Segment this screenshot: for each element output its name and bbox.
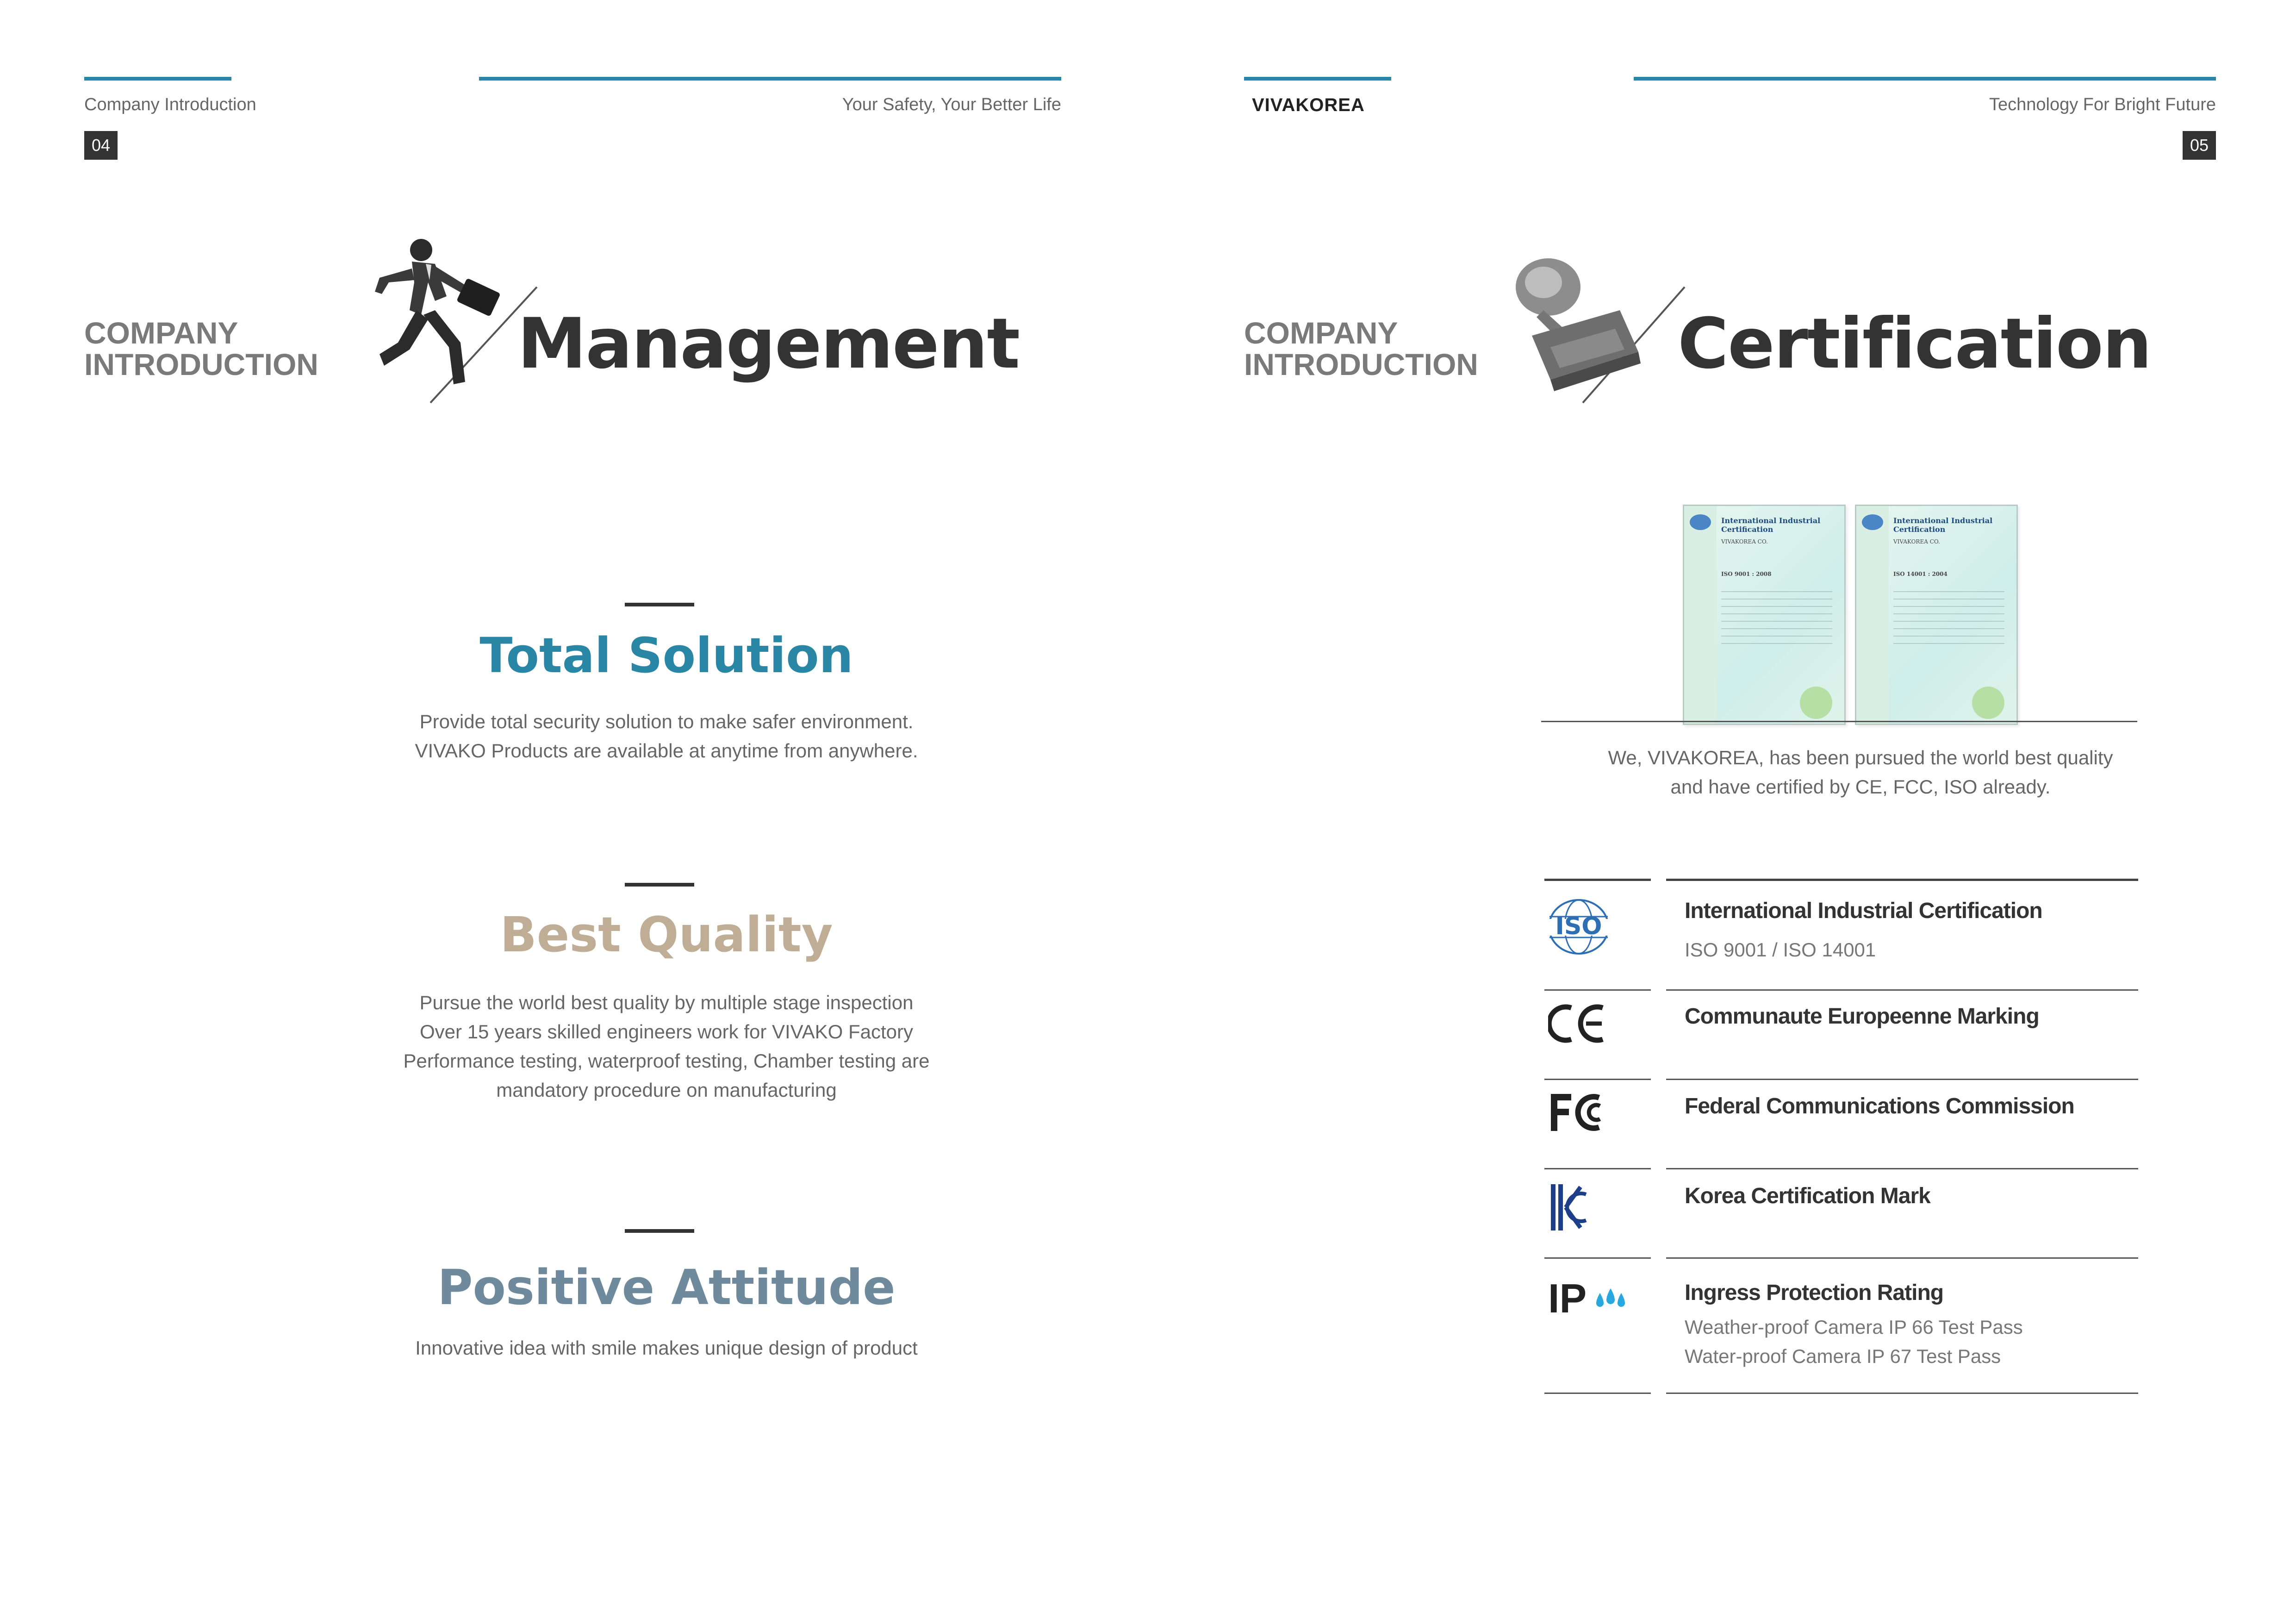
header-section-name: Company Introduction bbox=[84, 95, 256, 114]
ip-rating-logo-icon bbox=[1548, 1275, 1627, 1319]
section-label-line2: INTRODUCTION bbox=[1244, 347, 1478, 381]
section-label-line1: COMPANY bbox=[1244, 316, 1398, 350]
cert-detail-iso: ISO 9001 / ISO 14001 bbox=[1685, 939, 1876, 961]
certificate-heading: International Industrial Certification bbox=[1893, 516, 1993, 534]
certificate-shelf-line bbox=[1541, 721, 2137, 722]
row-divider bbox=[1544, 989, 1651, 991]
text-line: Weather-proof Camera IP 66 Test Pass bbox=[1685, 1316, 2023, 1338]
text-line: Over 15 years skilled engineers work for VIVAKO Factory bbox=[420, 1021, 913, 1043]
certificate-iso9001-image bbox=[1683, 505, 1846, 725]
row-divider bbox=[1666, 1168, 2138, 1169]
svg-text:ISO: ISO bbox=[1555, 912, 1602, 940]
text-line: Provide total security solution to make safer environment. bbox=[419, 711, 914, 732]
cert-detail-ip bbox=[1685, 1312, 2023, 1371]
certificate-heading: International Industrial Certification bbox=[1721, 516, 1821, 534]
header-slogan: Technology For Bright Future bbox=[1989, 95, 2216, 114]
text-line: Innovative idea with smile makes unique design of product bbox=[415, 1337, 918, 1359]
cert-name-ce: Communaute Europeenne Marking bbox=[1685, 1004, 2039, 1029]
positive-attitude-text bbox=[250, 1333, 1083, 1362]
certificate-company: VIVAKOREA CO. bbox=[1893, 538, 1940, 545]
header-slogan: Your Safety, Your Better Life bbox=[842, 95, 1061, 114]
row-divider bbox=[1544, 1393, 1651, 1394]
brand-name: VIVAKOREA bbox=[1252, 95, 1365, 115]
text-line: VIVAKO Products are available at anytime from anywhere. bbox=[415, 740, 918, 762]
certificate-standard: ISO 9001 : 2008 bbox=[1721, 571, 1772, 577]
text-line: Performance testing, waterproof testing, Chamber testing are bbox=[403, 1050, 930, 1072]
cert-name-fcc: Federal Communications Commission bbox=[1685, 1094, 2074, 1118]
businessman-running-icon bbox=[366, 231, 541, 407]
page-title: Certification bbox=[1678, 304, 2151, 384]
cert-name-kc: Korea Certification Mark bbox=[1685, 1184, 1930, 1208]
text-line: mandatory procedure on manufacturing bbox=[496, 1079, 837, 1101]
row-divider bbox=[1666, 989, 2138, 991]
certificate-company: VIVAKOREA CO. bbox=[1721, 538, 1768, 545]
row-divider bbox=[1666, 1079, 2138, 1080]
section-label bbox=[84, 317, 318, 380]
section-label bbox=[1244, 317, 1478, 380]
page-number: 05 bbox=[2183, 131, 2216, 160]
rubber-stamp-icon bbox=[1500, 255, 1694, 407]
page-number: 04 bbox=[84, 131, 118, 160]
section-dash bbox=[625, 883, 694, 887]
text-line: We, VIVAKOREA, has been pursued the world best quality bbox=[1608, 747, 2113, 768]
kc-logo-icon bbox=[1548, 1181, 1590, 1234]
fcc-logo-icon bbox=[1548, 1090, 1608, 1134]
section-label-line2: INTRODUCTION bbox=[84, 347, 318, 381]
row-divider bbox=[1544, 1079, 1651, 1080]
section-dash bbox=[625, 603, 694, 606]
row-divider bbox=[1666, 1257, 2138, 1259]
page-title: Management bbox=[517, 304, 1020, 384]
certification-note bbox=[1537, 743, 2184, 801]
positive-attitude-title: Positive Attitude bbox=[437, 1259, 896, 1316]
section-dash bbox=[625, 1229, 694, 1233]
iso-logo-icon bbox=[1544, 898, 1613, 956]
table-top-rule-logo bbox=[1544, 879, 1651, 881]
row-divider bbox=[1544, 1257, 1651, 1259]
certificate-iso14001-image bbox=[1855, 505, 2018, 725]
row-divider bbox=[1544, 1168, 1651, 1169]
best-quality-text bbox=[250, 988, 1083, 1105]
text-line: and have certified by CE, FCC, ISO already. bbox=[1670, 776, 2051, 798]
ce-logo-icon bbox=[1548, 1002, 1608, 1044]
text-line: Water-proof Camera IP 67 Test Pass bbox=[1685, 1345, 2001, 1367]
cert-name-iso: International Industrial Certification bbox=[1685, 899, 2042, 923]
header-rule-long-right bbox=[1634, 77, 2216, 81]
row-divider bbox=[1666, 1393, 2138, 1394]
total-solution-text bbox=[250, 707, 1083, 765]
table-top-rule-text bbox=[1666, 879, 2138, 881]
cert-name-ip: Ingress Protection Rating bbox=[1685, 1280, 1944, 1305]
certificate-standard: ISO 14001 : 2004 bbox=[1893, 571, 1948, 577]
text-line: Pursue the world best quality by multiple stage inspection bbox=[419, 992, 914, 1013]
svg-text:IP: IP bbox=[1548, 1275, 1587, 1319]
total-solution-title: Total Solution bbox=[479, 627, 853, 684]
best-quality-title: Best Quality bbox=[500, 906, 833, 963]
header-rule-long-left bbox=[479, 77, 1061, 81]
section-label-line1: COMPANY bbox=[84, 316, 238, 350]
header-rule-short-left bbox=[84, 77, 231, 81]
header-rule-short-right bbox=[1244, 77, 1391, 81]
